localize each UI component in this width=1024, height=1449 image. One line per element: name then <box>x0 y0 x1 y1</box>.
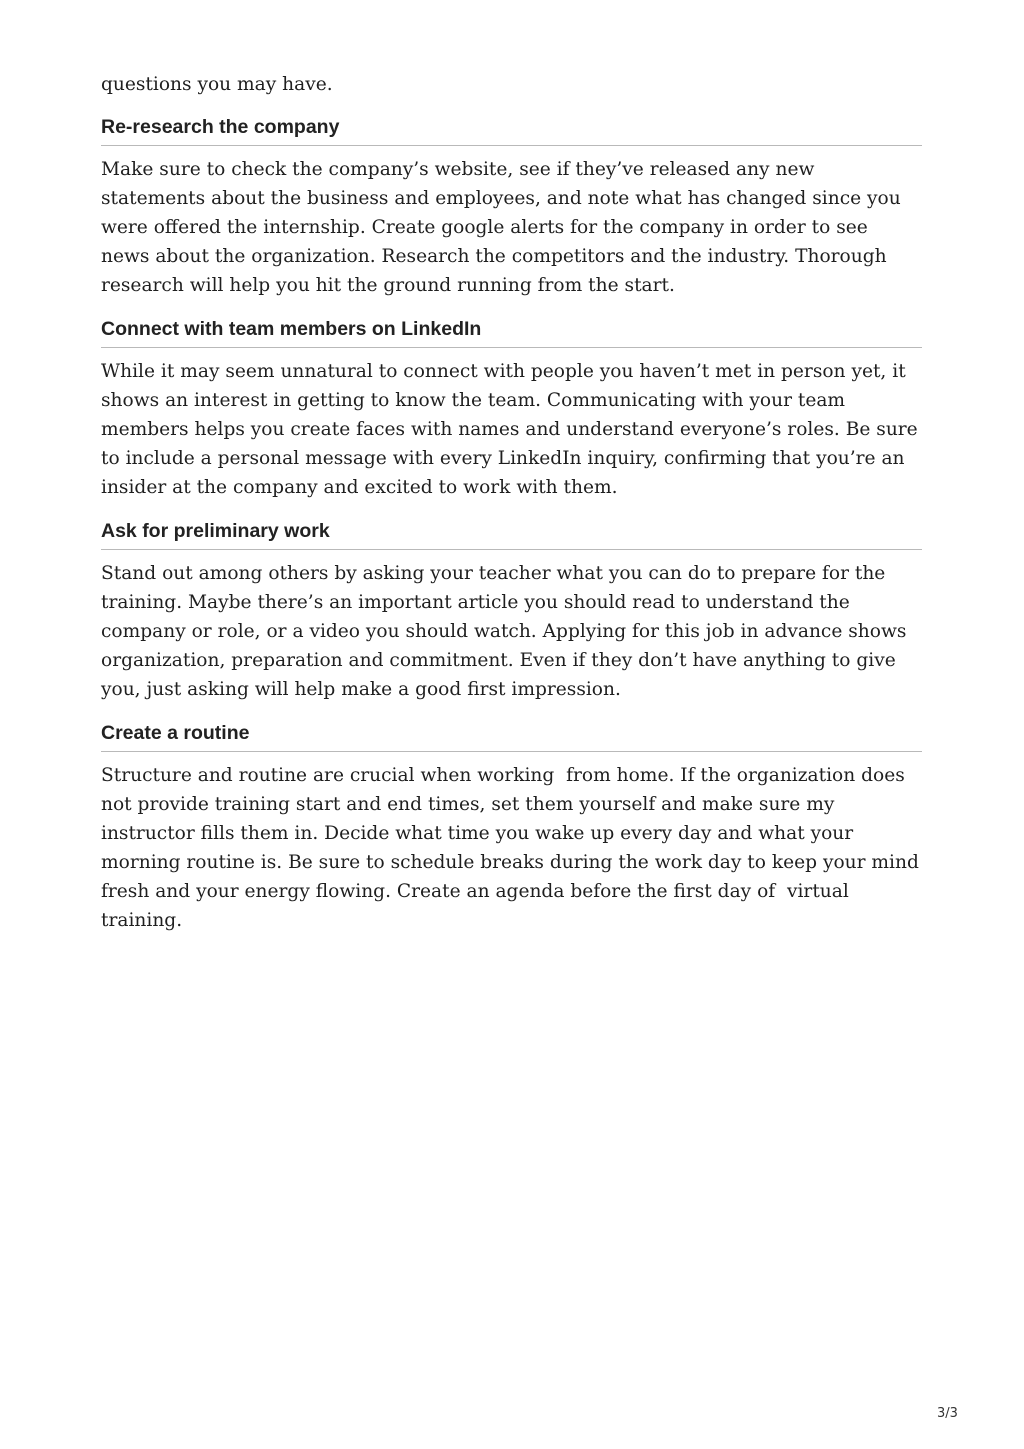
section-re-research-company <box>101 115 922 317</box>
page-number: 3/3 <box>937 1406 958 1421</box>
section-body: Stand out among others by asking your teacher what you can do to prepare for the training. Maybe there’s an important article you should read to understand the company or role, or a video you should watch. Applying for this job in advance shows organization, preparation and commitment. Even if they don’t have anything to give you, just asking will help make a good first impression. <box>101 563 913 700</box>
section-heading: Re-research the company <box>101 115 922 146</box>
section-connect-linkedin <box>101 317 922 519</box>
section-heading: Connect with team members on LinkedIn <box>101 317 922 348</box>
lead-text: questions you may have. <box>101 74 333 95</box>
section-preliminary-work <box>101 519 922 721</box>
section-body: Structure and routine are crucial when working from home. If the organization does not provide training start and end times, set them yourself and make sure my instructor fills them in. Decide what time you wake up every day and what your morning routine is. Be sure to schedule breaks during the work day to keep your mind fresh and your energy flowing. Create an agenda before the first day of virtual training. <box>101 765 925 931</box>
section-heading: Create a routine <box>101 721 922 752</box>
document-page <box>101 70 925 952</box>
section-heading: Ask for preliminary work <box>101 519 922 550</box>
section-body: While it may seem unnatural to connect with people you haven’t met in person yet, it shows an interest in getting to know the team. Communicating with your team members helps you create faces with names and understand everyone’s roles. Be sure to include a personal message with every LinkedIn inquiry, confirming that you’re an insider at the company and excited to work with them. <box>101 361 924 498</box>
section-body: Make sure to check the company’s website, see if they’ve released any new statements about the business and employees, and note what has changed since you were offered the internship. Create google alerts for the company in order to see news about the organization. Research the competitors and the industry. Thorough research will help you hit the ground running from the start. <box>101 159 907 296</box>
section-create-routine <box>101 721 925 952</box>
